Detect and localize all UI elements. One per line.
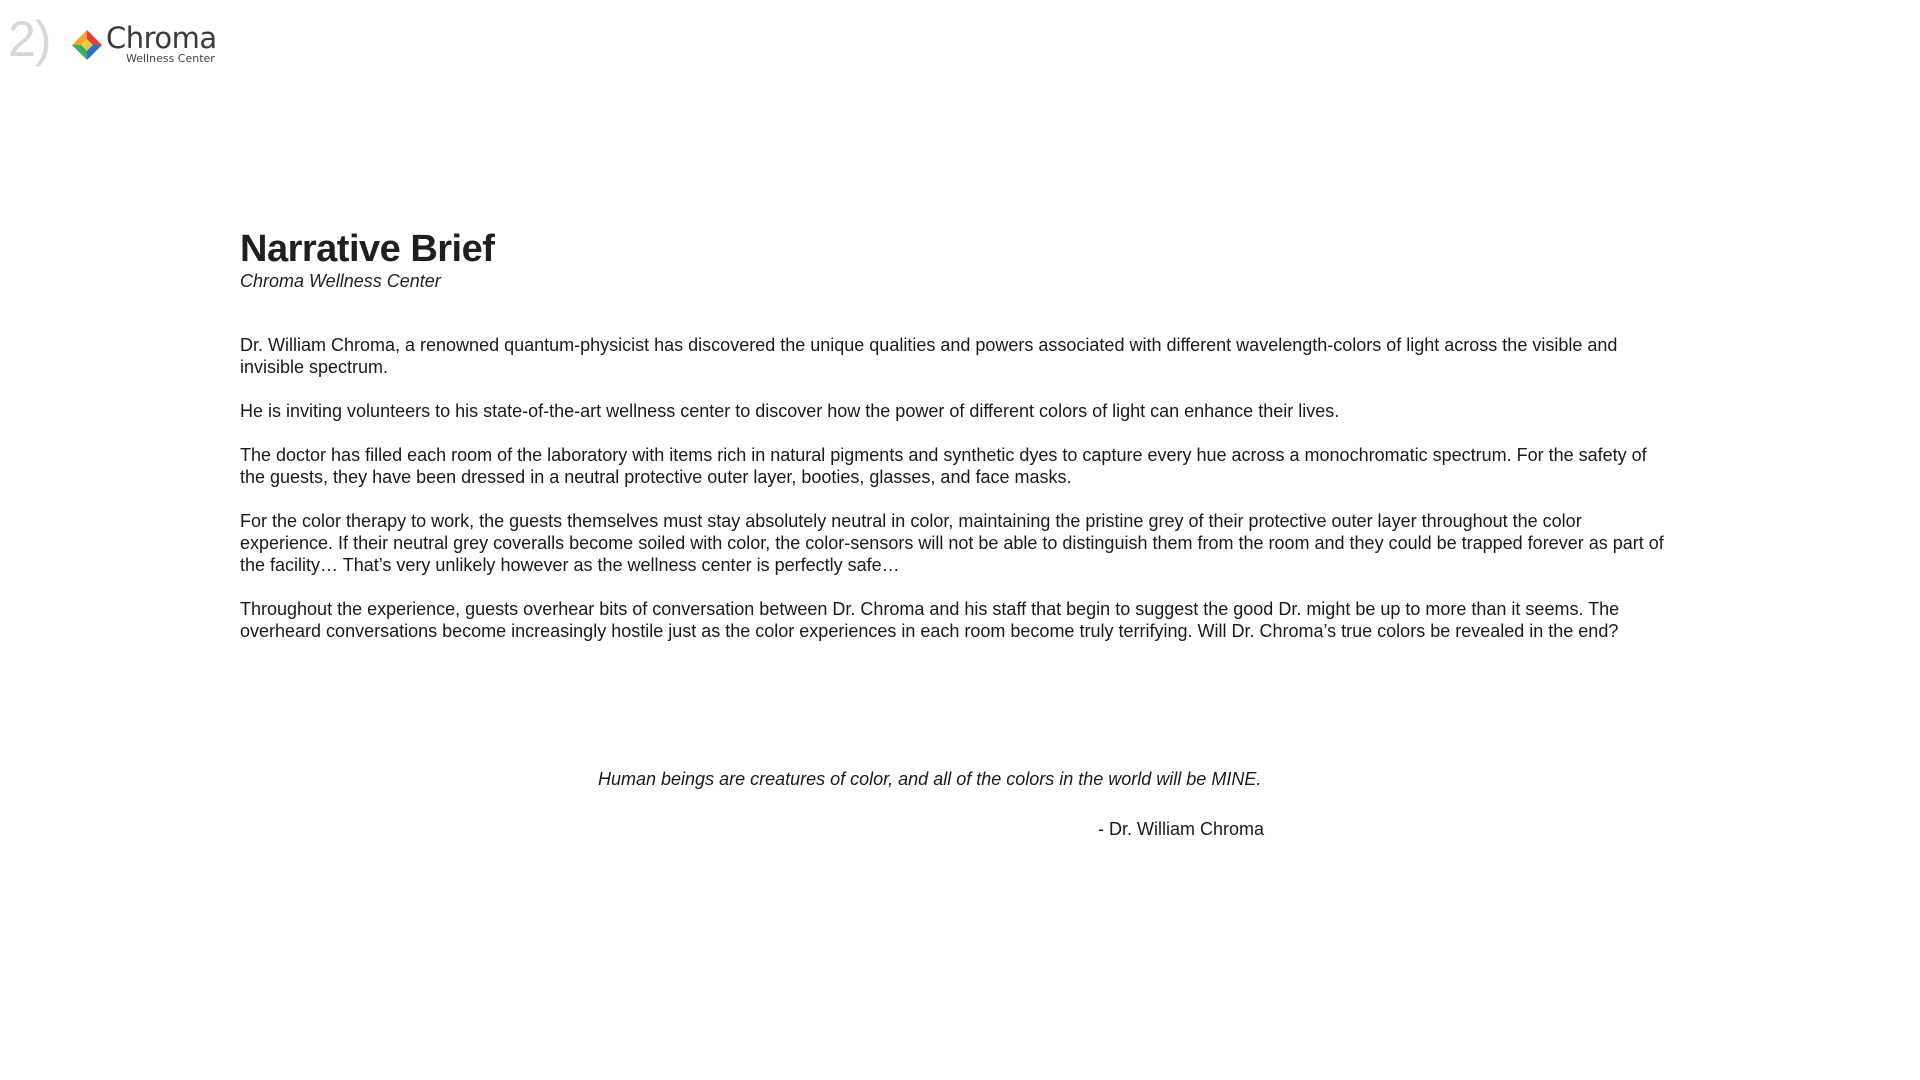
brief-paragraph: The doctor has filled each room of the laboratory with items rich in natural pigments and synthetic dyes to capture every hue across a monochromatic spectrum. For the safety of the guests, they have been dressed in a neutral protective outer layer, booties, glasses, and face masks. [240,445,1647,487]
logo-wordmark: Chroma [106,21,217,55]
brief-paragraph: Throughout the experience, guests overhear bits of conversation between Dr. Chroma and his staff that begin to suggest the good Dr. might be up to more than it seems. The overheard conversations become increasingly hostile just as the color experiences in each room become truly terrifying. Will Dr. Chroma’s true colors be revealed in the end? [240,599,1620,641]
color-diamond-icon [70,28,104,62]
page-number: 2) [8,11,51,67]
quote-attribution: - Dr. William Chroma [1098,819,1265,839]
brief-paragraph: He is inviting volunteers to his state-of-the-art wellness center to discover how the power of different colors of light can enhance their lives. [240,401,1340,421]
logo-tagline: Wellness Center [126,52,215,65]
narrative-brief [240,228,1670,664]
brief-body [240,334,1670,642]
brief-paragraph: Dr. William Chroma, a renowned quantum-physicist has discovered the unique qualities and powers associated with different wavelength-colors of light across the visible and invisible spectrum. [240,335,1618,377]
brief-paragraph: For the color therapy to work, the guests themselves must stay absolutely neutral in color, maintaining the pristine grey of their protective outer layer throughout the color experience. If their neutral grey coveralls become soiled with color, the color-sensors will not be able to distinguish them from the room and they could be trapped forever as part of the facility… That’s very unlikely however as the wellness center is perfectly safe… [240,511,1664,575]
quote-text: Human beings are creatures of color, and all of the colors in the world will be MINE. [598,769,1262,789]
page-subtitle: Chroma Wellness Center [240,271,441,291]
page-title: Narrative Brief [240,228,495,270]
chroma-logo [70,21,230,74]
